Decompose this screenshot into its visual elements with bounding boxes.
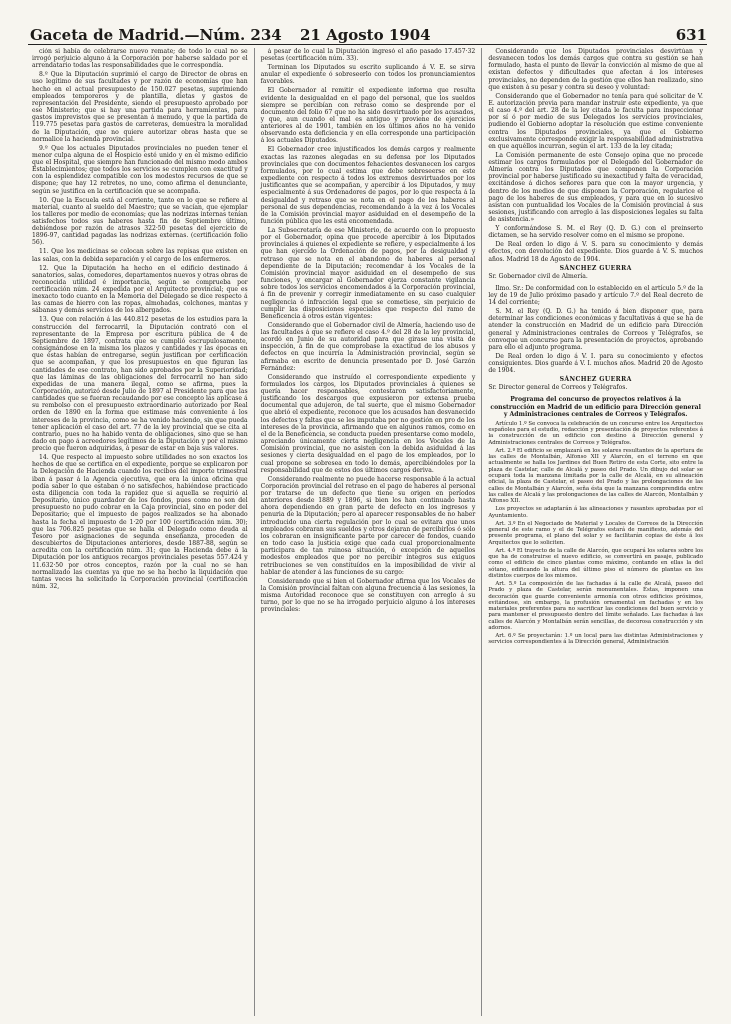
paragraph: Sr. Director general de Correos y Telégrafos.	[488, 384, 628, 392]
issue-date: 21 Agosto 1904	[300, 26, 431, 44]
publication-title: Gaceta de Madrid.—Núm. 234	[30, 26, 282, 44]
paragraph: Considerando que el Gobernador civil de Almería, haciendo uso de las facultades á que se refiere el caso 4.º del 28 de la ley provincial, acordó en Junio de su autoridad para que girase una visita de inspección, á fin de que comprobase la exactitud de los abusos y defectos en que incurría la Administración provincial, según se afirmaba en escrito de denuncia presentado por D. José Garzón Fernández:	[260, 321, 476, 372]
page-header	[28, 24, 707, 45]
paragraph: 13. Que con relación á las 440.812 pesetas de los estudios para la construcción del ferrocarril, la Diputación contrató con el representante de la Empresa por escritura pública de 4 de Septiembre de 1897, contrata que se cumplió escrupulosamente, consignándose en la misma los plazos y cantidades y las épocas en que éstas habían de entregarse, según justifican por certificación que se acompañan, y que los presupuestos en que figuran las cantidades de ese contrato, han sido aprobados por la Superioridad; que las láminas de las obligaciones del ferrocarril no han sido expedidas de una manera ilegal, como se afirma, pues la Corporación, autorizó desde Julio de 1897 al Presidente para que las cantidades que se fueran recaudando por ese concepto las aplicase á su rembolso con el presupuesto extraordinario autorizado por Real orden de 1890 en la forma que estimase más conveniente á los intereses de la provincia, como se ha venido haciendo, sin que pueda tener aplicación el caso del art. 77 de la ley provincial que se cita al contrario, pues no ha habido venta de obligaciones, sino que se han dado en pago á acreedores legítimos de la Diputación y por el mismo precio que fueron adquiridas, á pesar de estar en baja sus valores.	[32, 316, 248, 453]
paragraph: Sr. Gobernador civil de Almería.	[488, 272, 588, 280]
paragraph: SÁNCHEZ GUERRA	[559, 376, 632, 384]
paragraph: 12. Que la Diputación ha hecho en el edificio destinado á sanatorios, salas, comedores, departamentos nuevos y otras obras de reconocida utilidad é importancia, según se comprueba por certificación núm. 24 expedida por el Arquitecto provincial; que es inexacto todo cuanto en la Memoria del Delegado se dice respecto á las camas de hierro con las ropas, almohadas, colchones, mantas y sábanas y demás servicios de los albergados.	[32, 264, 248, 315]
paragraph: SÁNCHEZ GUERRA	[559, 264, 632, 272]
paragraph: Considerando que si bien el Gobernador afirma que los Vocales de la Comisión provincial faltan con alguna frecuencia á las sesiones, la misma Autoridad reconoce que se constituyen con arreglo á su turno, por lo que no se ha irrogado perjuicio alguno á los intereses provinciales:	[260, 577, 476, 614]
page-number: 631	[675, 26, 707, 44]
paragraph: Art. 6.º Se proyectarán: 1.º un local para las distintas Administraciones y servicios correspondientes á la Dirección general, Administración	[488, 633, 703, 646]
paragraph: El Gobernador cree injustificados los demás cargos y realmente exactas las razones alegadas en su defensa por los Diputados provinciales que con documentos fehacientes desvanecen los cargos formulados, por lo cual estima que debe sobreseerse en este expediente con respecto á todos los extremos desvirtuados por los justificantes que se acompañan, y apercibir á los Diputados, y muy especialmente á sus Ordenadores de pagos, por lo que respecta á la desigualdad y retraso que se nota en el pago de los haberes al personal de sus dependencias, recomendando á la vez á los Vocales de la Comisión provincial mayor asiduidad en el desempeño de la función pública que les está encomendada.	[260, 146, 476, 225]
paragraph: Art. 4.º El trayecto de la calle de Alarcón, que ocupará los solares sobre los que ha de construirse el nuevo edificio, se convertirá en pasaje, publicado como el edificio de cinco plantas como máximo, contando en ellas la del sótano, edificando la altura del último piso el número de plantas en los distintos cuerpos de los mismos.	[488, 547, 703, 579]
paragraph: 8.º Que la Diputación suprimió el cargo de Director de obras en uso legítimo de sus facultades y por razón de economías que han hecho en el actual presupuesto de 150.027 pesetas, suprimiendo empleados temporeros y de plantilla, dietas y gastos de representación del Presidente, siendo el presupuesto aprobado por ese Ministerio; que si hay una partida para herramientas, para gastos imprevistos que se presentan á menudo, y que la partida de 119.775 pesetas para gastos de carreteras, demuestra la moralidad de la Diputación, que no quiere autorizar obras hasta que se normalice la hacienda provincial.	[32, 71, 248, 143]
paragraph: Los proyectos se adaptarán á las alineaciones y rasantes aprobadas por el Ayuntamiento.	[488, 506, 703, 519]
paragraph: S. M. el Rey (Q. D. G.) ha tenido á bien disponer que, para determinar las condiciones económicas y facultativas á que se ha de atender la construcción en Madrid de un edificio para Dirección general y Administraciones centrales de Correos y Telégrafos, se convoque un concurso para la presentación de proyectos, aprobando para ello el adjunto programa.	[488, 308, 703, 351]
paragraph: ción si había de celebrarse nuevo remate; de todo lo cual no se irrogó perjuicio alguno á la Corporación por haberse saldado por el arrendatario todas las responsabilidades que le correspondía.	[32, 48, 248, 70]
paragraph: 11. Que los medicinas se colocan sobre las repisas que existen en las salas, con la debida separación y el cargo de los enfermeros.	[32, 248, 248, 263]
paragraph: El Gobernador al remitir el expediente informa que resulta evidente la desigualdad en el pago del personal, que los sueldos siempre se percibían con retraso como se desprende por el documento del folio 67 que no ha sido desvirtuado por los acusados, y que, aun cuando el mal es antiguo y proviene de ejercicios anteriores al de 1901, también en los últimos años no ha venido observando esta deficiencia y en ella corresponde una participación á los actuales Diputados.	[260, 87, 476, 145]
paragraph: Art. 3.º En el Negociado de Material y Locales de Correos de la Dirección general de este ramo y el de Telégrafos estará de manifiesto, además del presente programa, el plano del solar y se facilitarán copias de éste á los Arquitectos que lo soliciten.	[488, 520, 703, 546]
paragraph: Art. 2.º El edificio se emplazará en los solares resultantes de la apertura de las calles de Montalbán, Alfonso XII y Alarcón, en el terreno en que actualmente se halla los Jardines del Buen Retiro de esta Corte, sito entre la plaza de Castelar, calle de Alcalá y paseo del Prado. Un dibujo del solar se ocupará toda la manzana limitada por la calle de Alcalá, en su alineación oficial, la plaza de Castelar, el paseo del Prado y las prolongaciones de las calles de Montalbán y Alarcón, seña ésta que la manzana comprendida entre las calles de Alcalá y las prolongaciones de las calles de Alarcón, Montalbán y Alfonso XII.	[488, 447, 703, 505]
paragraph: Artículo 1.º Se convoca la celebración de un concurso entre los Arquitectos españoles para el estudio, redacción y presentación de proyectos referentes á la construcción de un edificio con destino á Dirección general y Administraciones centrales de Correos y Telégrafos.	[488, 420, 703, 446]
paragraph: á pesar de lo cual la Diputación ingresó el año pasado 17.457·32 pesetas (certificación núm. 33).	[260, 48, 476, 63]
paragraph: La Comisión permanente de este Consejo opina que no procede estimar los cargos formulados por el Delegado del Gobernador de Almería contra los Diputados que componen la Corporación provincial por haberse justificado su inexactitud y falta de veracidad, excitándose á dichos señores para que con la mayor urgencia, y dentro de los medios de que disponen la Corporación, regularice el pago de los haberes de sus empleados, y para que en lo sucesivo asistan con puntualidad los Vocales de la Comisión provincial á sus sesiones, justificando con arreglo á las disposiciones legales su falta de asistencia.»	[488, 151, 703, 224]
paragraph: Considerando que los Diputados provinciales desvirtúan y desvanecen todos los demás cargos que contra su gestión se han formulado, hasta el punto de llevar la convicción al mismo de que al existan defectos y dificultades que afectan á los intereses provinciales, no dependen de la gestión que ellos han realizado, sino que existen á su pesar y contra su deseo y voluntad:	[488, 48, 703, 91]
column-right	[481, 48, 709, 1016]
column-left	[26, 48, 254, 1016]
paragraph: Considerando que instruído el correspondiente expediente y formulados los cargos, los Diputados provinciales á quienes se quería hacer responsables, contestaron satisfactoriamente, justificando los descargos que expusieron por extensa prueba documental que adujeron, de tal suerte, que el mismo Gobernador que abrió el expediente, reconoce que los acusados han desvanecido los defectos y faltas que se les imputaba por no gestión en pro de los intereses de la provincia, afirmando que en algunos ramos, como en el de la Beneficencia, se conducta pueden presentarse como modelo, apreciando únicamente cierta negligencia en los Vocales de la Comisión provincial, que no asisten con la debida asiduidad á las sesiones y cierta desigualdad en el pago de los empleados, por lo cual propone se sobresea en todo lo demás, apercibiéndoles por la responsabilidad que de estos dos últimos cargos deriva.	[260, 373, 476, 474]
paragraph: La Subsecretaría de ese Ministerio, de acuerdo con lo propuesto por el Gobernador, opina que procede apercibir á los Diputados provinciales á quienes el expediente se refiere, y especialmente á los que han ejercido la Ordenación de pagos, por la desigualdad y retraso que se nota en el abandono de haberes al personal dependiente de la Diputación; recomendar á los Vocales de la Comisión provincial mayor asiduidad en el desempeño de sus funciones, y encargar al Gobernador ejerza constante vigilancia sobre todos los servicios encomendados á la Corporación provincial, á fin de prevenir y corregir inmediatamente en su caso cualquier negligencia ó infracción legal que se cometiese, sin perjuicio de cumplir las disposiciones especiales que respecto del ramo de Beneficencia á otros están vigentes:	[260, 226, 476, 320]
paragraph: 14. Que respecto al impuesto sobre utilidades no son exactos los hechos de que se certifica en el expediente, porque se explicaron por la Delegación de Hacienda cuando los recibos del importe trimestral iban á pasar á la Agencia ejecutiva, que era la única oficina que podía saber lo que estaban ó no satisfechos, habiéndose practicado esta diligencia con toda la rapidez que si aquella se requirió al Depositario, único guardador de los fondos, pues como no son del presupuesto no pudo cobrar en la Caja provincial, sino en poder del Depositario; que el impuesto de pagos realizados se ha abonado hasta la fecha el impuesto de 1·20 por 100 (certificación núm. 30); que las 706.825 pesetas que se halla el Delegado como deuda al Tesoro por asignaciones de segunda enseñanza, proceden de descubiertos de Diputaciones anteriores, desde 1887-88, según se acredita con la certificación núm. 31; que la Hacienda debe á la Diputación por los antiguos recargos provinciales pesetas 557.424 y 11.632·50 por otros conceptos, razón por la cual no se han normalizado las cuentas ya que no se ha hecho la liquidación que tantas veces ha solicitado la Corporación provincial (certificación núm. 32,	[32, 454, 248, 590]
paragraph: 9.º Que los actuales Diputados provinciales no pueden tener el menor culpa alguna de el Hospicio esté unido y en el mismo edificio que el Hospital, que siempre han funcionado del mismo modo ambos Establecimientos; que todos los servicios se cumplen con exactitud y con la esplendidez compatible con los modestos recursos de que se dispone; que hay 12 retretes, no uno, como afirma el denunciante, según se justifica en la certificación que se acompaña.	[32, 144, 248, 195]
paragraph: Programa del concurso de proyectos relativos á la construcción en Madrid de un edificio para Dirección general y Administraciones centrales de Correos y Telégrafos.	[490, 396, 701, 418]
paragraph: Art. 5.º La composición de las fachadas á la calle de Alcalá, paseo del Prado y plaza de Castelar, serán monumentales. Éstas, imponen una decoración que guarde conveniente armonía con otros edificios próximos, evitándose, sin embargo, la profusión ornamental en fachadas y en los materiales preferentes para no sacrificar las condiciones del buen servicio y para mantener el presupuesto dentro del límite señalado. Las fachadas á las calles de Alarcón y Montalbán serán sencillas, de decorosa construcción y sin adornos.	[488, 580, 703, 632]
paragraph: De Real orden lo digo á V. I. para su conocimiento y efectos consiguientes. Dios guarde á V. I. muchos años. Madrid 20 de Agosto de 1904.	[488, 352, 703, 375]
paragraph: Considerando que el Gobernador no tenía para qué solicitar de V. E. autorización previa para mandar instruir este expediente, ya que el caso 4.º del art. 28 de la ley citada le faculta para inspeccionar por sí ó por medio de sus Delegados los servicios provinciales, pudiendo el Gobierno adoptar la resolución que estime conveniente contra los Diputados provinciales, ya que el Gobierno exclusivamente corresponde exigir la responsabilidad administrativa en que aquéllos incurran, según el art. 133 de la ley citada;	[488, 92, 703, 150]
paragraph: Y conformándose S. M. el Rey (Q. D. G.) con el preinserto dictamen, se ha servido resolver como en el mismo se propone.	[488, 225, 703, 240]
paragraph: 10. Que la Escuela está al corriente, tanto en lo que se refiere al material, cuanto al sueldo del Maestro; que se vacían, que ejemplar los talleres por medio de economías; que las nodrizas internas tenían satisfechos todos sus haberes hasta fin de Septiembre último, debiéndose por razón de atrasos 322·50 pesetas del ejercicio de 1896-97, cantidad pagadas las nodrizas externas. (certificación folio 56).	[32, 196, 248, 247]
paragraph: De Real orden lo digo á V. S. para su conocimiento y demás efectos, con devolución del expediente. Dios guarde á V. S. muchos años. Madrid 18 de Agosto de 1904.	[488, 241, 703, 263]
column-middle	[254, 48, 482, 1016]
paragraph: Considerando realmente no puede hacerse responsable á la actual Corporación provincial del retraso en el pago de haberes al personal por tratarse de un defecto que tiene su origen en períodos anteriores desde 1889 y 1896, si bien los han continuado hasta ahora dependiendo en gran parte de defecto en los ingresos y penuria de la Diputación; pero al aparecer responsables de no haber introducido una cierta regulación por lo cual se evitara que unos empleados cobraran sus sueldos y otros dejaran de percibirlos ó sólo los cobraran en insignificante parte por carecer de fondos, cuando en todo caso la justicia exige que cada cual proporcionalmente participara de tan ruinosa situación, ó excepción de aquellos modestos empleados que por no percibir íntegros sus exiguos retribuciones se ven constituídos en la imposibilidad de vivir al hablar de atender á las funciones de su cargo:	[260, 475, 476, 576]
paragraph: Ilmo. Sr.: De conformidad con lo establecido en el artículo 5.º de la ley de 19 de Julio próximo pasado y artículo 7.º del Real decreto de 14 del corriente;	[488, 284, 703, 307]
paragraph: Terminan los Diputados su escrito suplicando á V. E. se sirva anular el expediente ó sobreseerlo con todos los pronunciamientos favorables.	[260, 64, 476, 86]
text-columns	[26, 48, 709, 1016]
